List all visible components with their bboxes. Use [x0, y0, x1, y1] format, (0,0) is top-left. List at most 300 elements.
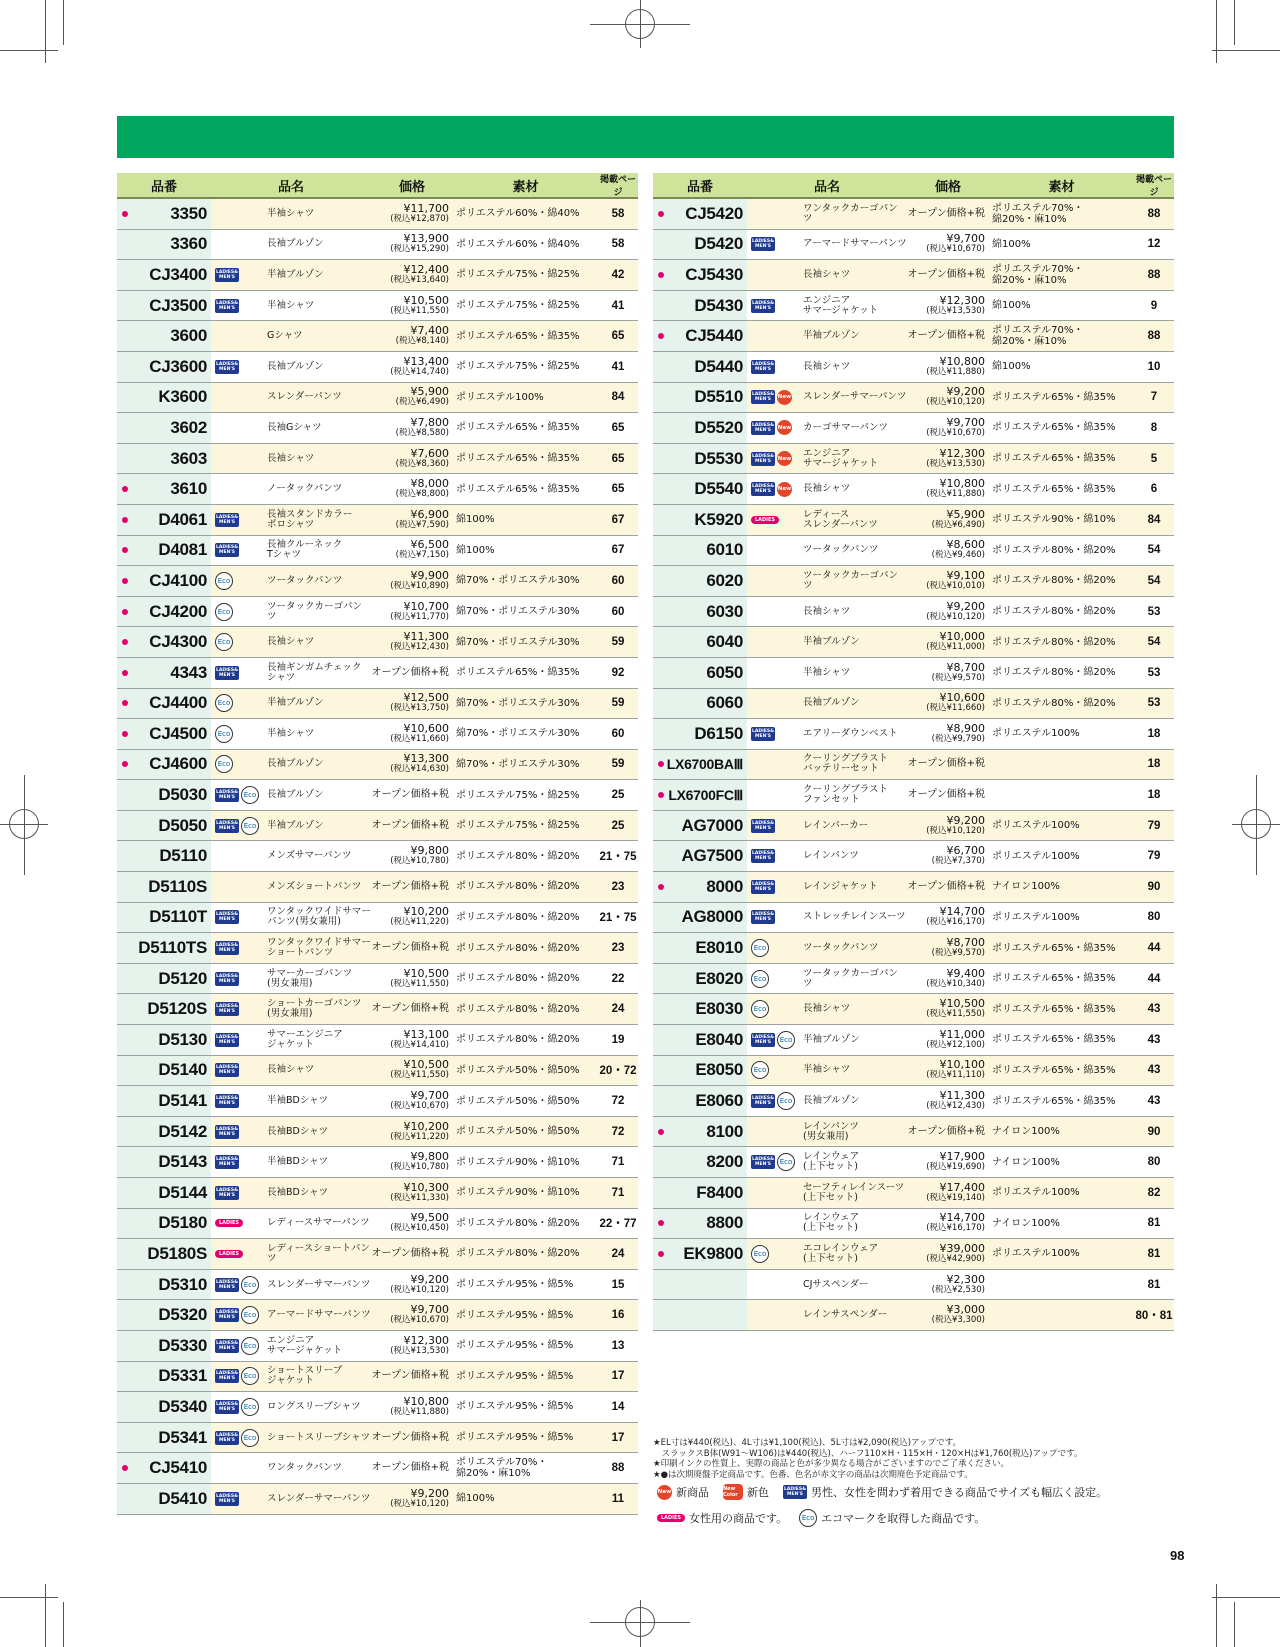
price-inc-tax: (税込¥11,550) [390, 978, 449, 989]
price-ex-tax: ¥10,500 [403, 966, 449, 980]
product-material: ポリエステル75%・綿25% [456, 820, 580, 832]
catalog-page: 14 [611, 1400, 625, 1413]
open-price: オープン価格+税 [907, 207, 985, 219]
page-number: 98 [1170, 1548, 1185, 1563]
product-code: D5130 [158, 1029, 207, 1049]
product-code-cell [653, 627, 747, 657]
product-code: E8050 [695, 1060, 743, 1080]
product-code: 3603 [170, 448, 207, 468]
price-ex-tax: ¥9,700 [410, 1089, 449, 1103]
product-price [907, 1127, 989, 1137]
price-ex-tax: ¥8,700 [946, 936, 985, 950]
product-material: 綿70%・ポリエステル30% [456, 606, 580, 618]
ladies-icon: LADIES [751, 516, 779, 524]
discontinue-dot-icon [658, 1220, 664, 1226]
product-name: 長袖ブルゾン [267, 758, 324, 770]
registration-mark [1241, 809, 1271, 839]
catalog-page: 43 [1147, 1033, 1161, 1046]
product-name: 半袖BDシャツ [267, 1095, 329, 1107]
product-name: ストレッチレインスーツ [803, 911, 906, 923]
product-code: D5341 [158, 1427, 207, 1447]
product-code: CJ5440 [685, 326, 743, 346]
product-material: 綿100% [992, 238, 1031, 250]
product-code: LX6700BAⅢ [666, 755, 743, 772]
table-row [117, 689, 638, 720]
table-row [117, 230, 638, 261]
table-row [117, 1086, 638, 1117]
product-code: D5180S [147, 1243, 207, 1263]
price-inc-tax: (税込¥12,100) [926, 1039, 985, 1050]
product-icons [747, 1147, 801, 1177]
product-material: 綿70%・ポリエステル30% [456, 758, 580, 770]
table-row [653, 994, 1174, 1025]
price-inc-tax: (税込¥11,330) [390, 1192, 449, 1203]
product-code: D5180 [158, 1213, 207, 1233]
price-ex-tax: ¥10,300 [403, 1180, 449, 1194]
product-icons [211, 1331, 265, 1361]
open-price: オープン価格+税 [371, 819, 449, 831]
product-price [907, 507, 989, 530]
price-inc-tax: (税込¥10,340) [926, 978, 985, 989]
product-material: ポリエステル80%・綿20% [456, 1034, 580, 1046]
ladies-mens-icon: LADIES& MEN'S [752, 1096, 774, 1107]
table-row [117, 260, 638, 291]
product-code: D5142 [158, 1121, 207, 1141]
open-price: オープン価格+税 [371, 666, 449, 678]
eco-mark-icon: Eco [241, 1398, 259, 1416]
table-row [653, 1270, 1174, 1301]
ladies-mens-icon: LADIES& MEN'S [216, 943, 238, 954]
price-inc-tax: (税込¥7,150) [395, 550, 449, 561]
crop-mark [45, 1584, 46, 1647]
price-ex-tax: ¥12,300 [939, 293, 985, 307]
product-material: ポリエステル65%・綿35% [992, 453, 1116, 465]
ladies-mens-icon: LADIES& MEN'S [216, 1371, 238, 1382]
product-name: エコレインウェア (上下セット) [803, 1242, 879, 1264]
footnote: ★印刷インクの性質上、実際の商品と色が多少異なる場合がございますのでご了承ください。 [653, 1459, 1009, 1469]
product-code: D5110TS [138, 938, 207, 958]
product-code: 8800 [706, 1213, 743, 1233]
table-row [117, 1178, 638, 1209]
catalog-page: 80・81 [1135, 1310, 1173, 1323]
catalog-page: 88 [1147, 330, 1161, 343]
price-ex-tax: ¥10,500 [403, 1058, 449, 1072]
product-icons [747, 474, 801, 504]
product-code: AG8000 [681, 907, 743, 927]
product-code-cell [653, 1178, 747, 1208]
product-icons [747, 1117, 801, 1147]
ladies-mens-icon: LADIES& MEN'S [752, 484, 774, 495]
product-code-cell [653, 719, 747, 749]
catalog-page: 65 [611, 452, 625, 465]
product-code-cell [653, 780, 747, 810]
product-icons [211, 1239, 265, 1269]
price-inc-tax: (税込¥3,300) [931, 1315, 985, 1326]
ladies-mens-icon: LADIES& MEN'S [752, 300, 774, 311]
price-ex-tax: ¥17,400 [939, 1180, 985, 1194]
price-inc-tax: (税込¥11,550) [390, 305, 449, 316]
product-price [907, 479, 989, 499]
ladies-mens-icon: LADIES& MEN'S [216, 1187, 238, 1198]
product-material: ポリエステル65%・綿35% [992, 1064, 1116, 1076]
product-name: スレンダーパンツ [267, 391, 342, 403]
catalog-page: 60 [611, 727, 625, 740]
product-code: CJ5410 [149, 1458, 207, 1478]
ladies-mens-icon: LADIES& MEN'S [216, 790, 238, 801]
product-name: 長袖シャツ [267, 1064, 315, 1076]
product-icons [211, 1362, 265, 1392]
ladies-mens-icon: LADIES& MEN'S [784, 1487, 806, 1497]
catalog-page: 18 [1147, 758, 1161, 771]
product-code: CJ5430 [685, 264, 743, 284]
table-row [117, 811, 638, 842]
product-code: 3602 [170, 417, 207, 437]
table-row [117, 1209, 638, 1240]
open-price: オープン価格+税 [371, 1462, 449, 1474]
price-ex-tax: ¥14,700 [939, 905, 985, 919]
price-inc-tax: (税込¥11,110) [926, 1070, 985, 1081]
open-price: オープン価格+税 [371, 942, 449, 954]
open-price: オープン価格+税 [371, 789, 449, 801]
table-row [653, 474, 1174, 505]
catalog-page: 65 [611, 421, 625, 434]
price-ex-tax: ¥11,300 [939, 1089, 985, 1103]
product-material: ポリエステル65%・綿35% [992, 973, 1116, 985]
crop-mark [45, 0, 46, 63]
catalog-page: 54 [1147, 574, 1161, 587]
product-icons [211, 321, 265, 351]
price-ex-tax: ¥10,200 [403, 905, 449, 919]
product-code-cell [653, 505, 747, 535]
table-row [117, 474, 638, 505]
product-code-cell [653, 1117, 747, 1147]
product-price [907, 387, 989, 407]
table-row [653, 750, 1174, 781]
ladies-mens-icon: LADIES& MEN'S [216, 912, 238, 923]
product-material: ポリエステル50%・綿50% [456, 1064, 580, 1076]
price-ex-tax: ¥10,100 [939, 1058, 985, 1072]
price-inc-tax: (税込¥10,120) [390, 1498, 449, 1509]
table-row [117, 780, 638, 811]
product-name: エンジニア サマージャケット [267, 1334, 343, 1356]
product-code: 3600 [170, 326, 207, 346]
product-code: CJ3600 [149, 356, 207, 376]
table-row [653, 1300, 1174, 1331]
price-ex-tax: ¥8,600 [946, 538, 985, 552]
product-code: 3350 [170, 203, 207, 223]
header-code: 品番 [686, 178, 713, 194]
discontinue-dot-icon [658, 884, 664, 890]
product-icons [747, 658, 801, 688]
table-row [653, 260, 1174, 291]
product-icons [211, 627, 265, 657]
product-icons [747, 780, 801, 810]
product-name: アーマードサマーパンツ [267, 1309, 371, 1321]
header-material: 素材 [1048, 178, 1075, 194]
discontinue-dot-icon [658, 211, 664, 217]
price-ex-tax: ¥13,900 [403, 232, 449, 246]
catalog-page: 16 [611, 1309, 625, 1322]
product-name: ショートスリーブ ジャケット [267, 1365, 343, 1387]
table-row [117, 1423, 638, 1454]
product-code-cell [117, 994, 211, 1024]
product-price [907, 540, 989, 560]
catalog-page: 65 [611, 330, 625, 343]
price-inc-tax: (税込¥13,530) [390, 1345, 449, 1356]
table-row [117, 291, 638, 322]
price-inc-tax: (税込¥10,670) [390, 1101, 449, 1112]
product-code-cell [653, 872, 747, 902]
table-row [117, 627, 638, 658]
product-icons [211, 1178, 265, 1208]
discontinue-dot-icon [122, 639, 128, 645]
catalog-page: 58 [611, 238, 625, 251]
product-code-cell [117, 1239, 211, 1269]
price-inc-tax: (税込¥9,570) [931, 948, 985, 959]
product-icons [211, 291, 265, 321]
price-inc-tax: (税込¥14,410) [390, 1039, 449, 1050]
crop-mark [1234, 0, 1235, 45]
product-material: ポリエステル65%・綿35% [456, 422, 580, 434]
product-icons [211, 1209, 265, 1239]
table-row [117, 1484, 638, 1515]
price-inc-tax: (税込¥10,670) [926, 244, 985, 255]
table-row [117, 1117, 638, 1148]
product-icons [747, 383, 801, 413]
price-inc-tax: (税込¥8,360) [395, 458, 449, 469]
product-material: ポリエステル80%・綿20% [992, 575, 1116, 587]
eco-mark-icon: Eco [241, 1306, 259, 1324]
registration-mark [9, 809, 39, 839]
catalog-page: 41 [611, 299, 625, 312]
legend-eco-label: エコマークを取得した商品です。 [821, 1512, 986, 1525]
product-material: ポリエステル95%・綿5% [456, 1279, 574, 1291]
product-code: 3360 [170, 234, 207, 254]
crop-mark [1212, 1597, 1280, 1598]
table-row [117, 352, 638, 383]
product-name: 長袖シャツ [803, 483, 851, 495]
crop-mark [1234, 1602, 1235, 1647]
discontinue-dot-icon [122, 486, 128, 492]
catalog-page: 80 [1147, 1156, 1161, 1169]
price-inc-tax: (税込¥11,220) [390, 1131, 449, 1142]
product-code: EK9800 [683, 1243, 743, 1263]
product-name: 長袖ブルゾン [803, 697, 860, 709]
catalog-page: 24 [611, 1003, 625, 1016]
table-row [117, 1300, 638, 1331]
price-inc-tax: (税込¥10,890) [390, 580, 449, 591]
price-inc-tax: (税込¥11,880) [926, 489, 985, 500]
table-row [653, 444, 1174, 475]
product-material: ポリエステル90%・綿10% [456, 1187, 580, 1199]
catalog-page: 58 [611, 207, 625, 220]
catalog-page: 84 [1147, 513, 1161, 526]
table-row [653, 1178, 1174, 1209]
product-material: ポリエステル100% [992, 850, 1080, 862]
ladies-mens-icon: LADIES& MEN'S [216, 1432, 238, 1443]
product-code: CJ4400 [149, 693, 207, 713]
product-material: ポリエステル65%・綿35% [456, 330, 580, 342]
catalog-page: 67 [611, 513, 625, 526]
price-inc-tax: (税込¥10,120) [926, 397, 985, 408]
eco-mark-icon: Eco [215, 755, 233, 773]
product-price [371, 387, 453, 407]
table-row [117, 658, 638, 689]
price-ex-tax: ¥10,200 [403, 1119, 449, 1133]
product-name: ロングスリーブシャツ [267, 1400, 361, 1412]
product-price [371, 262, 453, 285]
product-code: K3600 [158, 387, 207, 407]
product-material: 綿70%・ポリエステル30% [456, 575, 580, 587]
ladies-mens-icon: LADIES& MEN'S [216, 1126, 238, 1137]
open-price: オープン価格+税 [907, 268, 985, 280]
price-inc-tax: (税込¥7,370) [931, 856, 985, 867]
product-price [371, 1152, 453, 1172]
table-row [653, 1209, 1174, 1240]
table-header [117, 173, 638, 199]
product-name: メンズショートパンツ [267, 880, 362, 892]
catalog-page: 23 [611, 880, 625, 893]
product-price [907, 1152, 989, 1172]
catalog-page: 53 [1147, 605, 1161, 618]
catalog-page: 25 [611, 789, 625, 802]
ladies-mens-icon: LADIES& MEN'S [216, 1493, 238, 1504]
product-code-cell [653, 199, 747, 229]
product-icons [747, 536, 801, 566]
product-material: ポリエステル80%・綿20% [456, 973, 580, 985]
crop-mark [1216, 1584, 1217, 1647]
product-code-cell [653, 933, 747, 963]
product-code: D5110T [149, 907, 207, 927]
product-material: ポリエステル65%・綿35% [992, 1095, 1116, 1107]
product-icons [211, 1147, 265, 1177]
product-name: レディースサマーパンツ [267, 1217, 370, 1229]
product-code-cell [653, 841, 747, 871]
product-price [907, 1180, 989, 1203]
price-inc-tax: (税込¥11,660) [390, 733, 449, 744]
table-row [117, 903, 638, 934]
product-code-cell [653, 1300, 747, 1330]
product-material: ポリエステル95%・綿5% [456, 1370, 574, 1382]
price-ex-tax: ¥9,200 [946, 385, 985, 399]
table-row [653, 841, 1174, 872]
price-ex-tax: ¥10,800 [939, 354, 985, 368]
price-inc-tax: (税込¥19,690) [926, 1162, 985, 1173]
product-code-cell [117, 536, 211, 566]
product-table-right [653, 173, 1174, 1331]
table-row [653, 1025, 1174, 1056]
catalog-page: 81 [1147, 1278, 1161, 1291]
product-code-cell [653, 413, 747, 443]
product-icons [211, 1392, 265, 1422]
catalog-page: 9 [1150, 299, 1158, 312]
table-row [117, 841, 638, 872]
product-icons [211, 444, 265, 474]
catalog-page: 15 [611, 1278, 625, 1291]
eco-mark-icon: Eco [241, 1337, 259, 1355]
product-name: 半袖シャツ [267, 299, 315, 311]
product-icons [747, 719, 801, 749]
product-name: 半袖ブルゾン [803, 636, 860, 648]
product-code: F8400 [696, 1182, 743, 1202]
product-price [907, 660, 989, 683]
catalog-page: 65 [611, 483, 625, 496]
product-code: D5420 [694, 234, 743, 254]
product-price [371, 415, 453, 438]
product-price [371, 846, 453, 866]
price-inc-tax: (税込¥11,000) [926, 642, 985, 653]
product-price [371, 754, 453, 774]
catalog-page: 18 [1147, 789, 1161, 802]
product-code: D5440 [694, 356, 743, 376]
legend-color-label: 新色 [747, 1486, 769, 1499]
product-code: E8040 [695, 1029, 743, 1049]
product-icons [211, 597, 265, 627]
discontinue-dot-icon [122, 1465, 128, 1471]
price-inc-tax: (税込¥11,550) [926, 1009, 985, 1020]
product-price [371, 201, 453, 224]
price-ex-tax: ¥9,200 [410, 1272, 449, 1286]
product-material: ポリエステル65%・綿35% [992, 483, 1116, 495]
ladies-mens-icon: LADIES& MEN'S [216, 1065, 238, 1076]
catalog-page: 43 [1147, 1095, 1161, 1108]
table-row [653, 719, 1174, 750]
ladies-mens-icon: LADIES& MEN'S [216, 361, 238, 372]
product-icons [747, 1086, 801, 1116]
catalog-page: 54 [1147, 636, 1161, 649]
product-material: ポリエステル50%・綿50% [456, 1126, 580, 1138]
discontinue-dot-icon [658, 272, 664, 278]
table-row [117, 750, 638, 781]
product-icons [211, 1300, 265, 1330]
product-code: K5920 [694, 509, 743, 529]
price-inc-tax: (税込¥42,900) [926, 1253, 985, 1264]
catalog-page: 18 [1147, 727, 1161, 740]
product-name: カーゴサマーパンツ [803, 421, 889, 433]
product-price [907, 721, 989, 744]
product-code: CJ5420 [685, 203, 743, 223]
product-price [371, 354, 453, 377]
product-price [371, 540, 453, 560]
product-code-cell [117, 627, 211, 657]
product-code-cell [117, 750, 211, 780]
discontinue-dot-icon [658, 1129, 664, 1135]
product-price [371, 943, 453, 953]
header-price: 価格 [934, 178, 961, 194]
eco-mark-icon: Eco [777, 1031, 795, 1049]
product-code: D5330 [158, 1335, 207, 1355]
product-icons [211, 474, 265, 504]
ladies-icon: LADIES [215, 1219, 243, 1227]
price-inc-tax: (税込¥12,430) [390, 642, 449, 653]
product-code: E8030 [695, 999, 743, 1019]
eco-mark-icon: Eco [241, 1429, 259, 1447]
product-price [371, 790, 453, 800]
price-ex-tax: ¥11,000 [939, 1027, 985, 1041]
product-icons [211, 230, 265, 260]
product-icons [747, 750, 801, 780]
product-material: ポリエステル100% [456, 391, 544, 403]
product-icons [211, 352, 265, 382]
price-inc-tax: (税込¥10,780) [390, 1162, 449, 1173]
product-price [907, 999, 989, 1019]
product-code: 8200 [706, 1152, 743, 1172]
product-material: ポリエステル80%・綿20% [456, 911, 580, 923]
product-icons [211, 413, 265, 443]
discontinue-dot-icon [658, 1251, 664, 1257]
product-icons [211, 383, 265, 413]
open-price: オープン価格+税 [371, 1003, 449, 1015]
